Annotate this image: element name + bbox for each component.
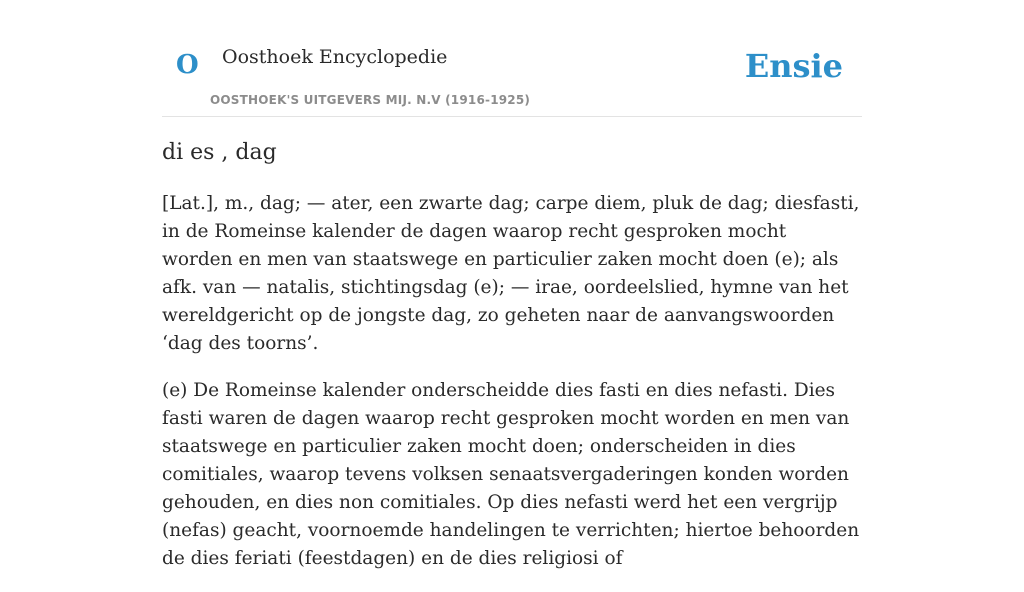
entry-title: di es , dag <box>162 140 277 165</box>
entry-content <box>162 138 862 592</box>
publisher-subtitle: OOSTHOEK'S UITGEVERS MIJ. N.V (1916-1925) <box>210 93 531 107</box>
entry-paragraph: [Lat.], m., dag; — ater, een zwarte dag; carpe diem, pluk de dag; diesfasti, in de Romeinse kalender de dagen waarop recht gesproken mocht worden en men van staatswege en particulier zaken mocht doen (e); als afk. van — natalis, stichtingsdag (e); — irae, oordeelslied, hymne van het wereldgericht op de jongste dag, zo geheten naar de aanvangswoorden ‘dag des toorns’. <box>162 192 860 354</box>
ensie-logo-link[interactable]: Ensie <box>744 47 843 85</box>
site-name-link[interactable]: Oosthoek Encyclopedie <box>222 46 448 68</box>
logo-o-icon[interactable]: O <box>176 50 199 80</box>
entry-paragraph: (e) De Romeinse kalender onderscheidde dies fasti en dies nefasti. Dies fasti waren de dagen waarop recht gesproken mocht worden en men van staatswege en particulier zaken mocht doen; onderscheiden in dies comitiales, waarop tevens volksen senaatsvergaderingen konden worden gehouden, en dies non comitiales. Op dies nefasti werd het een vergrijp (nefas) geacht, voornoemde handelingen te verrichten; hiertoe behoorden de dies feriati (feestdagen) en de dies religiosi of <box>162 379 860 569</box>
site-header <box>162 30 862 117</box>
